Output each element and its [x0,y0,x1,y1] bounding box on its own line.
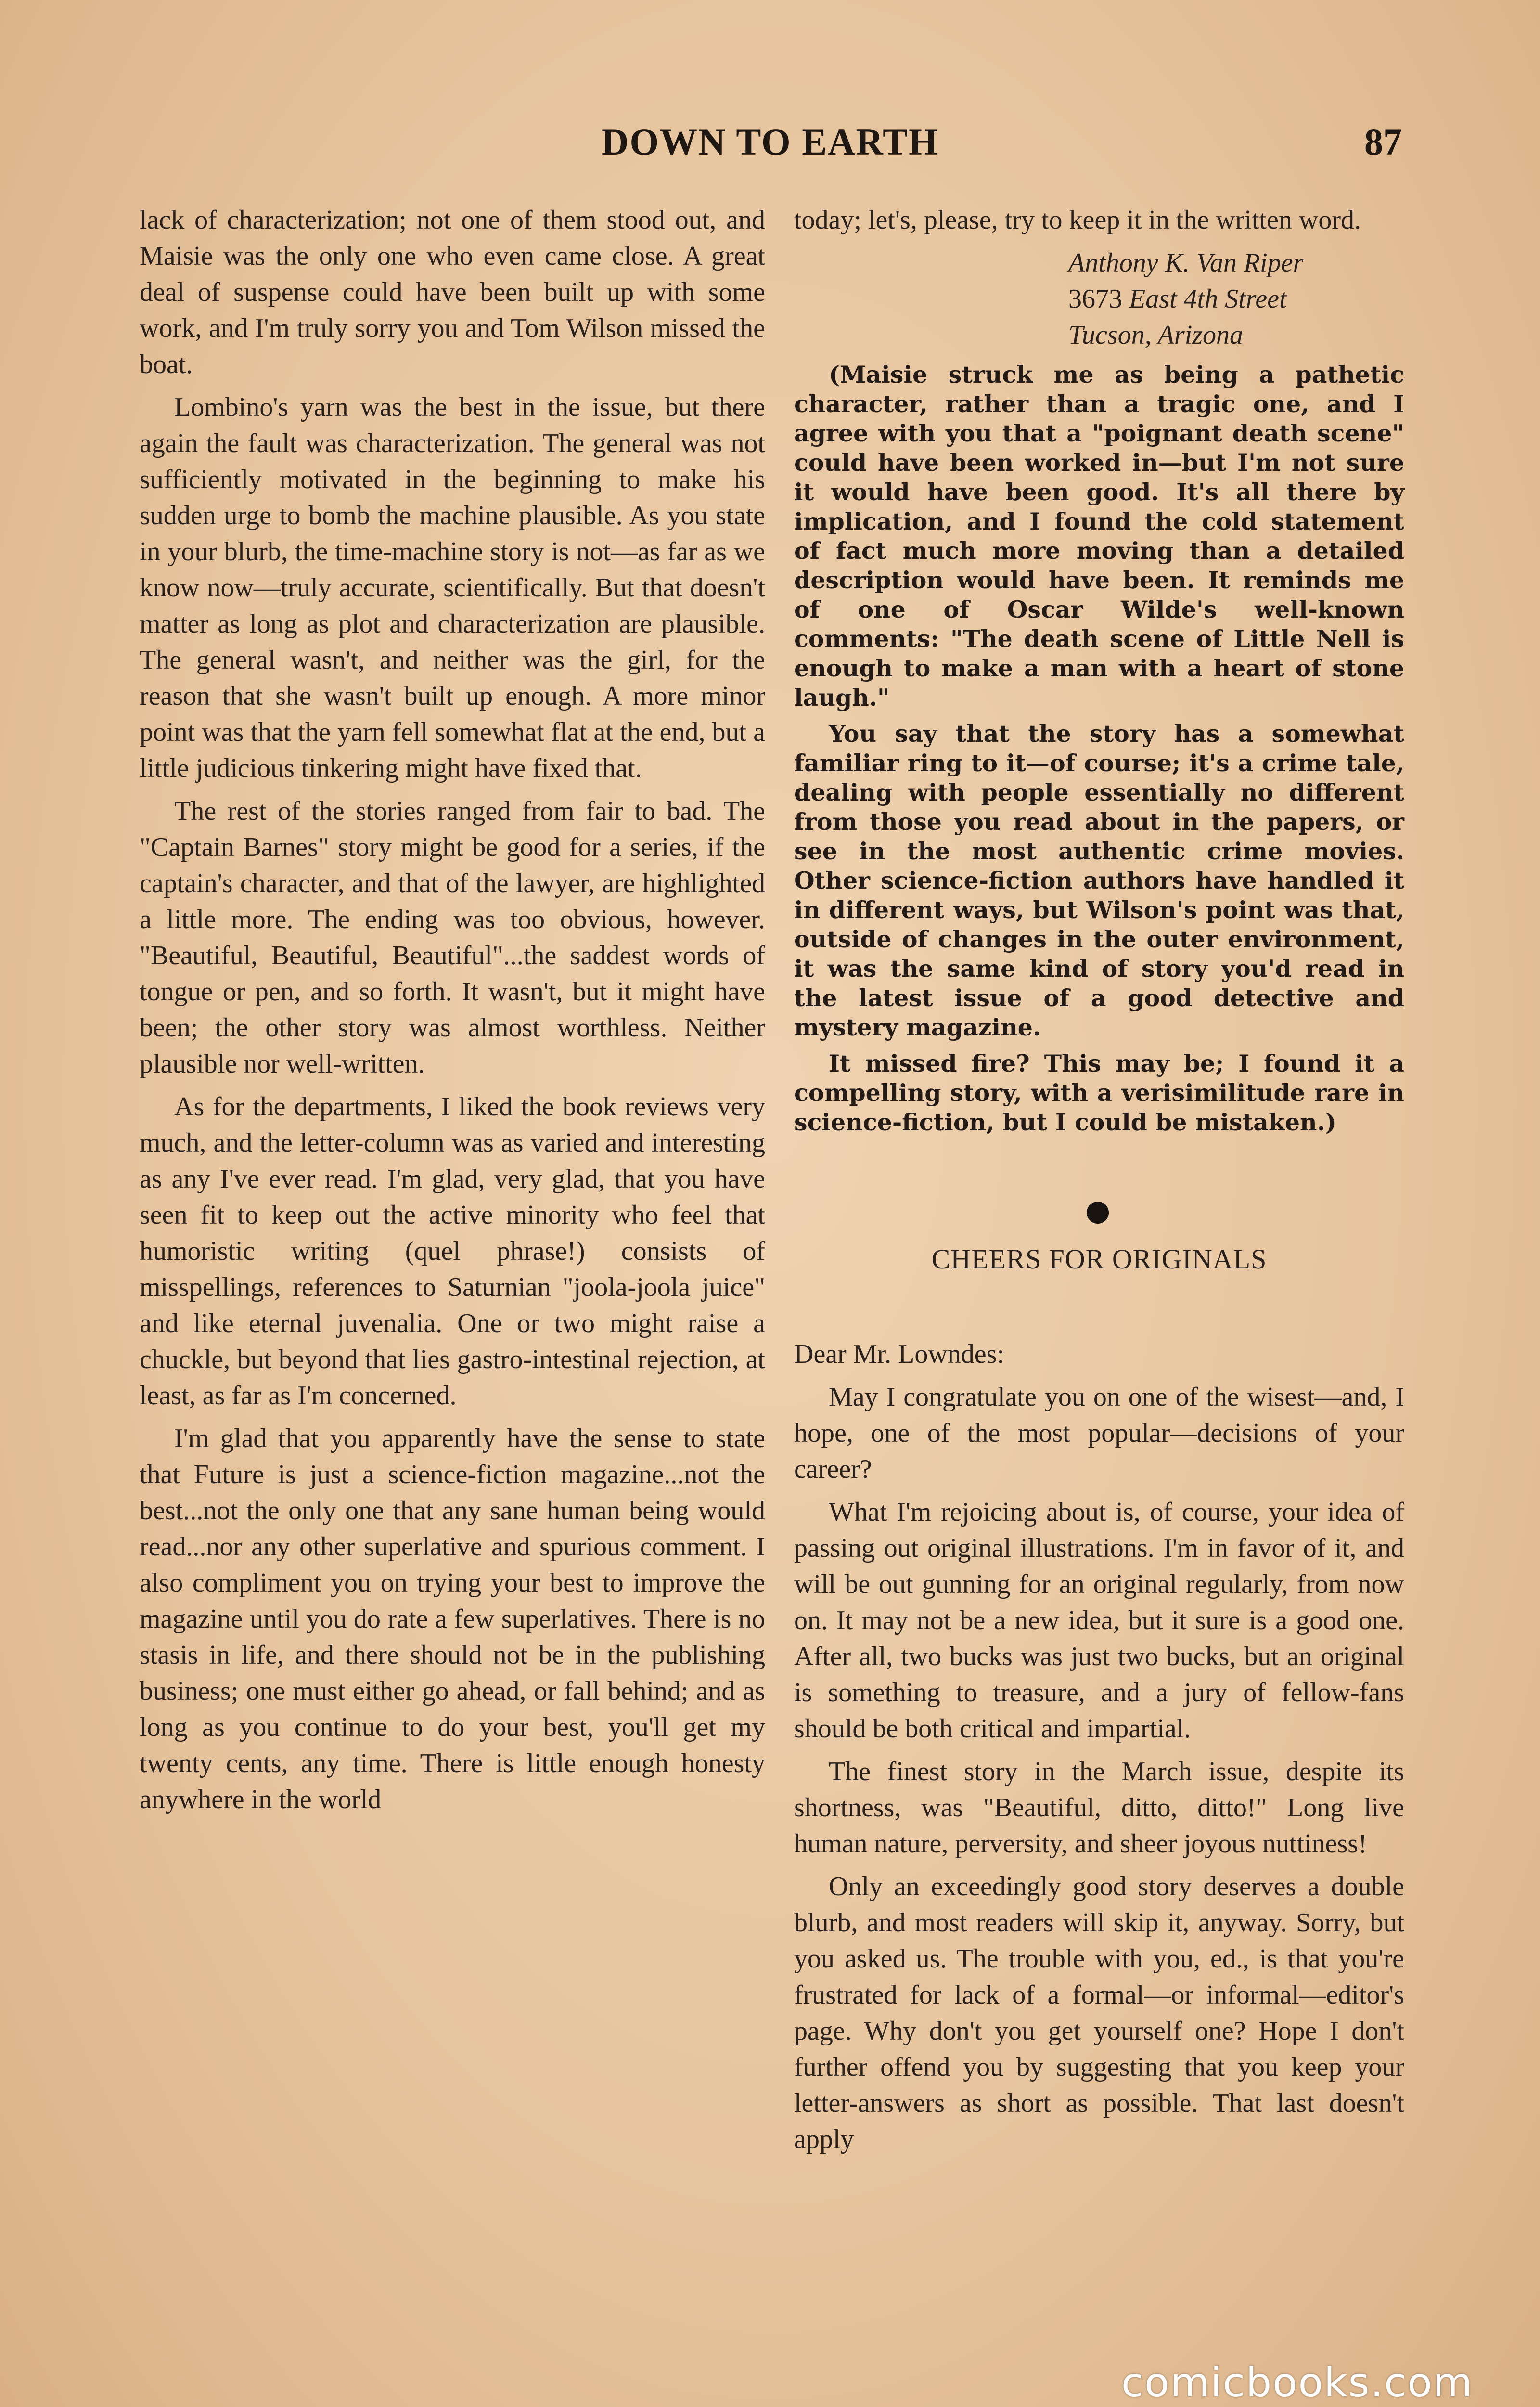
letter-signature [1068,245,1404,353]
paragraph: What I'm rejoicing about is, of course, your idea of passing out original illustrations. I'm in favor of it, and will be out gunning for an original regularly, from now on. It may not be a new idea, but it sure is a good one. After all, two bucks was just two bucks, but an original is something to treasure, and a jury of fellow-fans should be both critical and impartial. [794,1497,1404,1744]
paragraph: Lombino's yarn was the best in the issue, but there again the fault was characterization. The general was not sufficiently motivated in the beginning to make his sudden urge to bomb the machine plausible. As you state in your blurb, the time-machine story is not—as far as we know now—truly accurate, scientifically. But that doesn't matter as long as plot and characterization are plausible. The general wasn't, and neither was the girl, for the reason that she wasn't built up enough. A more minor point was that the yarn fell somewhat flat at the end, but a little judicious tinkering might have fixed that. [140,392,765,783]
editor-reply: (Maisie struck me as being a pathetic character, rather than a tragic one, and I agree with you that a "poignant death scene" could have been worked in—but I'm not sure it would have been good. It's all there by implication, and I found the cold statement of fact much more moving than a detailed description would have been. It reminds me of one of Oscar Wilde's well-known comments: "The death scene of Little Nell is enough to make a man with a heart of stone laugh." [794,361,1404,712]
signature-address [1068,281,1404,317]
paragraph: lack of characterization; not one of them stood out, and Maisie was the only one who even came close. A great deal of suspense could have been built up with some work, and I'm truly sorry you and Tom Wilson missed the boat. [140,205,765,379]
street-name: East 4th Street [1129,284,1287,314]
page-number: 87 [1364,121,1402,163]
running-head: DOWN TO EARTH [602,121,939,163]
left-column [140,202,765,1825]
section-divider [794,1144,1404,1240]
section-heading: CHEERS FOR ORIGINALS [931,1243,1267,1275]
signature-city: Tucson, Arizona [1068,320,1244,350]
editor-reply: It missed fire? This may be; I found it a compelling story, with a verisimilitude rare in science-fiction, but I could be mistaken.) [794,1049,1404,1136]
bullet-divider-icon [1087,1202,1109,1224]
street-number: 3673 [1068,284,1122,314]
paragraph: May I congratulate you on one of the wisest—and, I hope, one of the most popular—decisions of your career? [794,1382,1404,1484]
editor-reply: You say that the story has a somewhat familiar ring to it—of course; it's a crime tale, dealing with people essentially no different from those you read about in the papers, or see in the most authentic crime movies. Other science-fiction authors have handled it in different ways, but Wilson's point was that, outside of changes in the outer environment, it was the same kind of story you'd read in the latest issue of a good detective and mystery magazine. [794,720,1404,1041]
paragraph: As for the departments, I liked the book reviews very much, and the letter-column was as varied and interesting as any I've ever read. I'm glad, very glad, that you have seen fit to keep out the active minority who feel that humoristic writing (quel phrase!) consists of misspellings, references to Saturnian "joola-joola juice" and like eternal juvenalia. One or two might raise a chuckle, but beyond that lies gastro-intestinal rejection, at least, as far as I'm concerned. [140,1092,765,1411]
signature-name: Anthony K. Van Riper [1068,248,1304,278]
page-header [0,120,1540,173]
right-column [794,202,1404,2164]
paragraph: The rest of the stories ranged from fair to bad. The "Captain Barnes" story might be good for a series, if the captain's character, and that of the lawyer, are highlighted a little more. The ending was too obvious, however. "Beautiful, Beautiful, Beautiful"...the saddest words of tongue or pen, and so forth. It wasn't, but it might have been; the other story was almost worthless. Neither plausible nor well-written. [140,796,765,1079]
paragraph: I'm glad that you apparently have the sense to state that Future is just a science-fiction magazine...not the best...not the only one that any sane human being would read...nor any other superlative and spurious comment. I also compliment you on trying your best to improve the magazine until you do rate a few superlatives. There is no stasis in life, and there should not be in the publishing business; one must either go ahead, or fall behind; and as long as you continue to do your best, you'll get my twenty cents, any time. There is little enough honesty anywhere in the world [140,1423,765,1814]
watermark: comicbooks.com [1121,2359,1474,2406]
paragraph: today; let's, please, try to keep it in the written word. [794,205,1361,235]
paragraph: Only an exceedingly good story deserves a double blurb, and most readers will skip it, anyway. Sorry, but you asked us. The trouble with you, ed., is that you're frustrated for lack of a formal—or informal—editor's page. Why don't you get yourself one? Hope I don't further offend you by suggesting that you keep your letter-answers as short as possible. That last doesn't apply [794,1872,1404,2154]
paragraph: The finest story in the March issue, despite its shortness, was "Beautiful, ditto, ditto!" Long live human nature, perversity, and sheer joyous nuttiness! [794,1757,1404,1859]
salutation: Dear Mr. Lowndes: [794,1339,1005,1369]
